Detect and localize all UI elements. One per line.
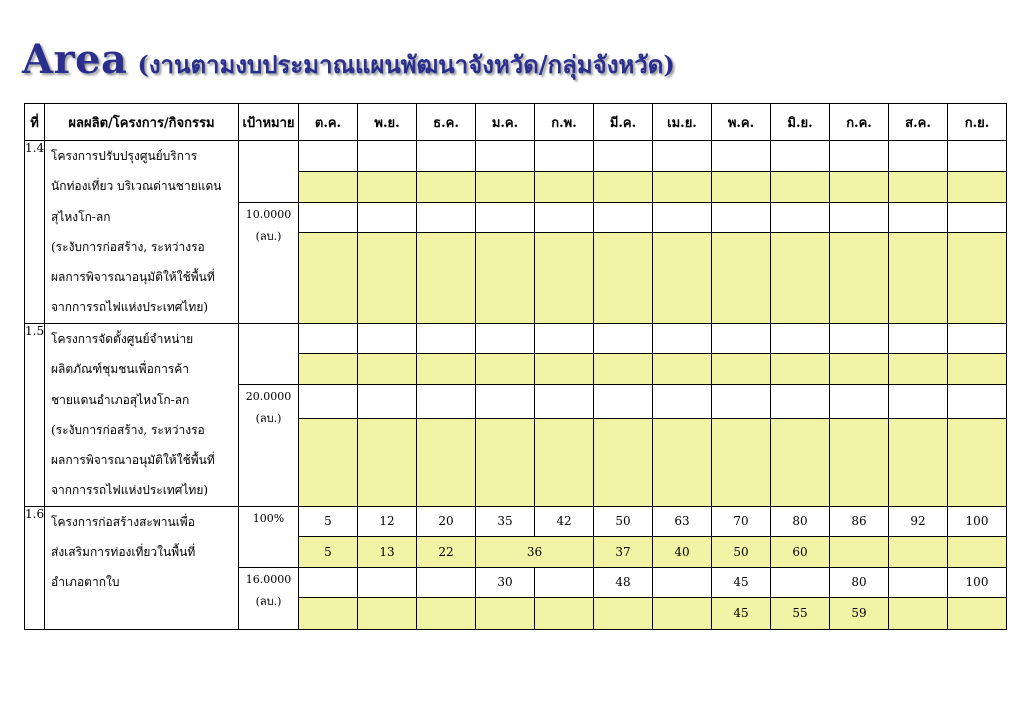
plan-pct-cell: 5 bbox=[299, 506, 358, 536]
col-project: ผลผลิต/โครงการ/กิจกรรม bbox=[45, 104, 239, 141]
actual-pct-cell: 40 bbox=[653, 536, 712, 567]
schedule-table bbox=[24, 103, 1007, 630]
col-dec: ธ.ค. bbox=[417, 104, 476, 141]
target-unit: (ลบ.) bbox=[255, 230, 282, 243]
actual-pct-cell bbox=[830, 536, 889, 567]
project-description bbox=[45, 506, 239, 629]
actual-pct-cell: 37 bbox=[594, 536, 653, 567]
plan-budget-cell: 45 bbox=[712, 567, 771, 597]
project-line: จากการรถไฟแห่งประเทศไทย) bbox=[51, 300, 209, 315]
actual-budget-cell bbox=[889, 597, 948, 629]
actual-pct-cell bbox=[889, 536, 948, 567]
project-line bbox=[45, 598, 238, 628]
project-line: สุไหงโก-ลก bbox=[51, 209, 111, 224]
project-number: 1.5 bbox=[25, 324, 45, 507]
project-line: โครงการจัดตั้งศูนย์จำหน่าย bbox=[51, 332, 194, 346]
plan-budget-cell bbox=[535, 567, 594, 597]
plan-budget-cell bbox=[358, 567, 417, 597]
actual-pct-cell: 5 bbox=[299, 536, 358, 567]
plan-pct-cell: 92 bbox=[889, 506, 948, 536]
col-apr: เม.ย. bbox=[653, 104, 712, 141]
table-row bbox=[25, 141, 1007, 172]
project-line: โครงการปรับปรุงศูนย์บริการ bbox=[51, 149, 198, 163]
table-row bbox=[25, 506, 1007, 536]
project-line: อำเภอตากใบ bbox=[51, 575, 120, 590]
project-line: (ระงับการก่อสร้าง, ระหว่างรอ bbox=[51, 422, 205, 437]
col-feb: ก.พ. bbox=[535, 104, 594, 141]
col-jun: มิ.ย. bbox=[771, 104, 830, 141]
target-value: 16.0000 bbox=[245, 572, 292, 586]
col-may: พ.ค. bbox=[712, 104, 771, 141]
target-unit: (ลบ.) bbox=[255, 412, 282, 425]
actual-budget-cell: 55 bbox=[771, 597, 830, 629]
project-number: 1.6 bbox=[25, 506, 45, 629]
page-title bbox=[22, 36, 675, 90]
target-unit: (ลบ.) bbox=[255, 594, 282, 608]
actual-pct-cell bbox=[948, 536, 1007, 567]
actual-budget-cell: 45 bbox=[712, 597, 771, 629]
project-line: ผลการพิจารณาอนุมัติให้ใช้พื้นที่ bbox=[51, 270, 215, 285]
plan-budget-cell: 48 bbox=[594, 567, 653, 597]
actual-budget-cell bbox=[417, 597, 476, 629]
project-line: จากการรถไฟแห่งประเทศไทย) bbox=[51, 483, 209, 498]
plan-pct-cell: 86 bbox=[830, 506, 889, 536]
plan-budget-cell bbox=[417, 567, 476, 597]
actual-pct-cell: 50 bbox=[712, 536, 771, 567]
target-value: 20.0000 bbox=[245, 390, 292, 403]
target-pct: 100% bbox=[252, 511, 285, 525]
target-empty bbox=[239, 324, 299, 385]
plan-pct-cell: 20 bbox=[417, 506, 476, 536]
plan-pct-cell: 35 bbox=[476, 506, 535, 536]
plan-pct-cell: 100 bbox=[948, 506, 1007, 536]
plan-pct-cell: 80 bbox=[771, 506, 830, 536]
target-value: 10.0000 bbox=[245, 208, 292, 221]
actual-budget-cell bbox=[476, 597, 535, 629]
project-line: ชายแดนอำเภอสุไหงโก-ลก bbox=[51, 392, 190, 407]
plan-pct-cell: 50 bbox=[594, 506, 653, 536]
project-number: 1.4 bbox=[25, 141, 45, 324]
plan-pct-cell: 70 bbox=[712, 506, 771, 536]
col-oct: ต.ค. bbox=[299, 104, 358, 141]
project-line: ผลการพิจารณาอนุมัติให้ใช้พื้นที่ bbox=[51, 453, 215, 468]
title-subtitle: (งานตามงบประมาณแผนพัฒนาจังหวัด/กลุ่มจังหวัด) bbox=[137, 50, 675, 79]
actual-budget-cell: 59 bbox=[830, 597, 889, 629]
actual-budget-cell bbox=[948, 597, 1007, 629]
table-row bbox=[25, 324, 1007, 354]
target-budget bbox=[239, 385, 299, 507]
plan-budget-cell bbox=[653, 567, 712, 597]
project-line: ผลิตภัณฑ์ชุมชนเพื่อการค้า bbox=[51, 362, 190, 377]
col-nov: พ.ย. bbox=[358, 104, 417, 141]
target-budget bbox=[239, 567, 299, 629]
plan-pct-cell: 42 bbox=[535, 506, 594, 536]
actual-budget-cell bbox=[653, 597, 712, 629]
actual-budget-cell bbox=[299, 597, 358, 629]
target-empty bbox=[239, 141, 299, 203]
project-line: ส่งเสริมการท่องเที่ยวในพื้นที่ bbox=[51, 545, 196, 560]
actual-pct-cell: 22 bbox=[417, 536, 476, 567]
plan-budget-cell: 80 bbox=[830, 567, 889, 597]
plan-budget-cell bbox=[771, 567, 830, 597]
col-jul: ก.ค. bbox=[830, 104, 889, 141]
actual-budget-cell bbox=[535, 597, 594, 629]
col-no: ที่ bbox=[25, 104, 45, 141]
plan-budget-cell: 100 bbox=[948, 567, 1007, 597]
col-sep: ก.ย. bbox=[948, 104, 1007, 141]
actual-pct-cell: 60 bbox=[771, 536, 830, 567]
project-line: (ระงับการก่อสร้าง, ระหว่างรอ bbox=[51, 239, 205, 254]
col-aug: ส.ค. bbox=[889, 104, 948, 141]
target-budget bbox=[239, 203, 299, 324]
col-mar: มี.ค. bbox=[594, 104, 653, 141]
actual-budget-cell bbox=[358, 597, 417, 629]
plan-pct-cell: 12 bbox=[358, 506, 417, 536]
plan-pct-cell: 63 bbox=[653, 506, 712, 536]
project-line: โครงการก่อสร้างสะพานเพื่อ bbox=[51, 514, 195, 529]
plan-budget-cell bbox=[299, 567, 358, 597]
title-main: Area bbox=[22, 36, 128, 83]
plan-budget-cell bbox=[889, 567, 948, 597]
header-row bbox=[25, 104, 1007, 141]
actual-pct-cell: 36 bbox=[476, 536, 594, 567]
col-target: เป้าหมาย bbox=[239, 104, 299, 141]
actual-budget-cell bbox=[594, 597, 653, 629]
project-line: นักท่องเที่ยว บริเวณด่านชายแดน bbox=[51, 179, 222, 194]
col-jan: ม.ค. bbox=[476, 104, 535, 141]
target-percent bbox=[239, 506, 299, 567]
actual-pct-cell: 13 bbox=[358, 536, 417, 567]
project-description bbox=[45, 141, 239, 324]
plan-budget-cell: 30 bbox=[476, 567, 535, 597]
project-description bbox=[45, 324, 239, 507]
